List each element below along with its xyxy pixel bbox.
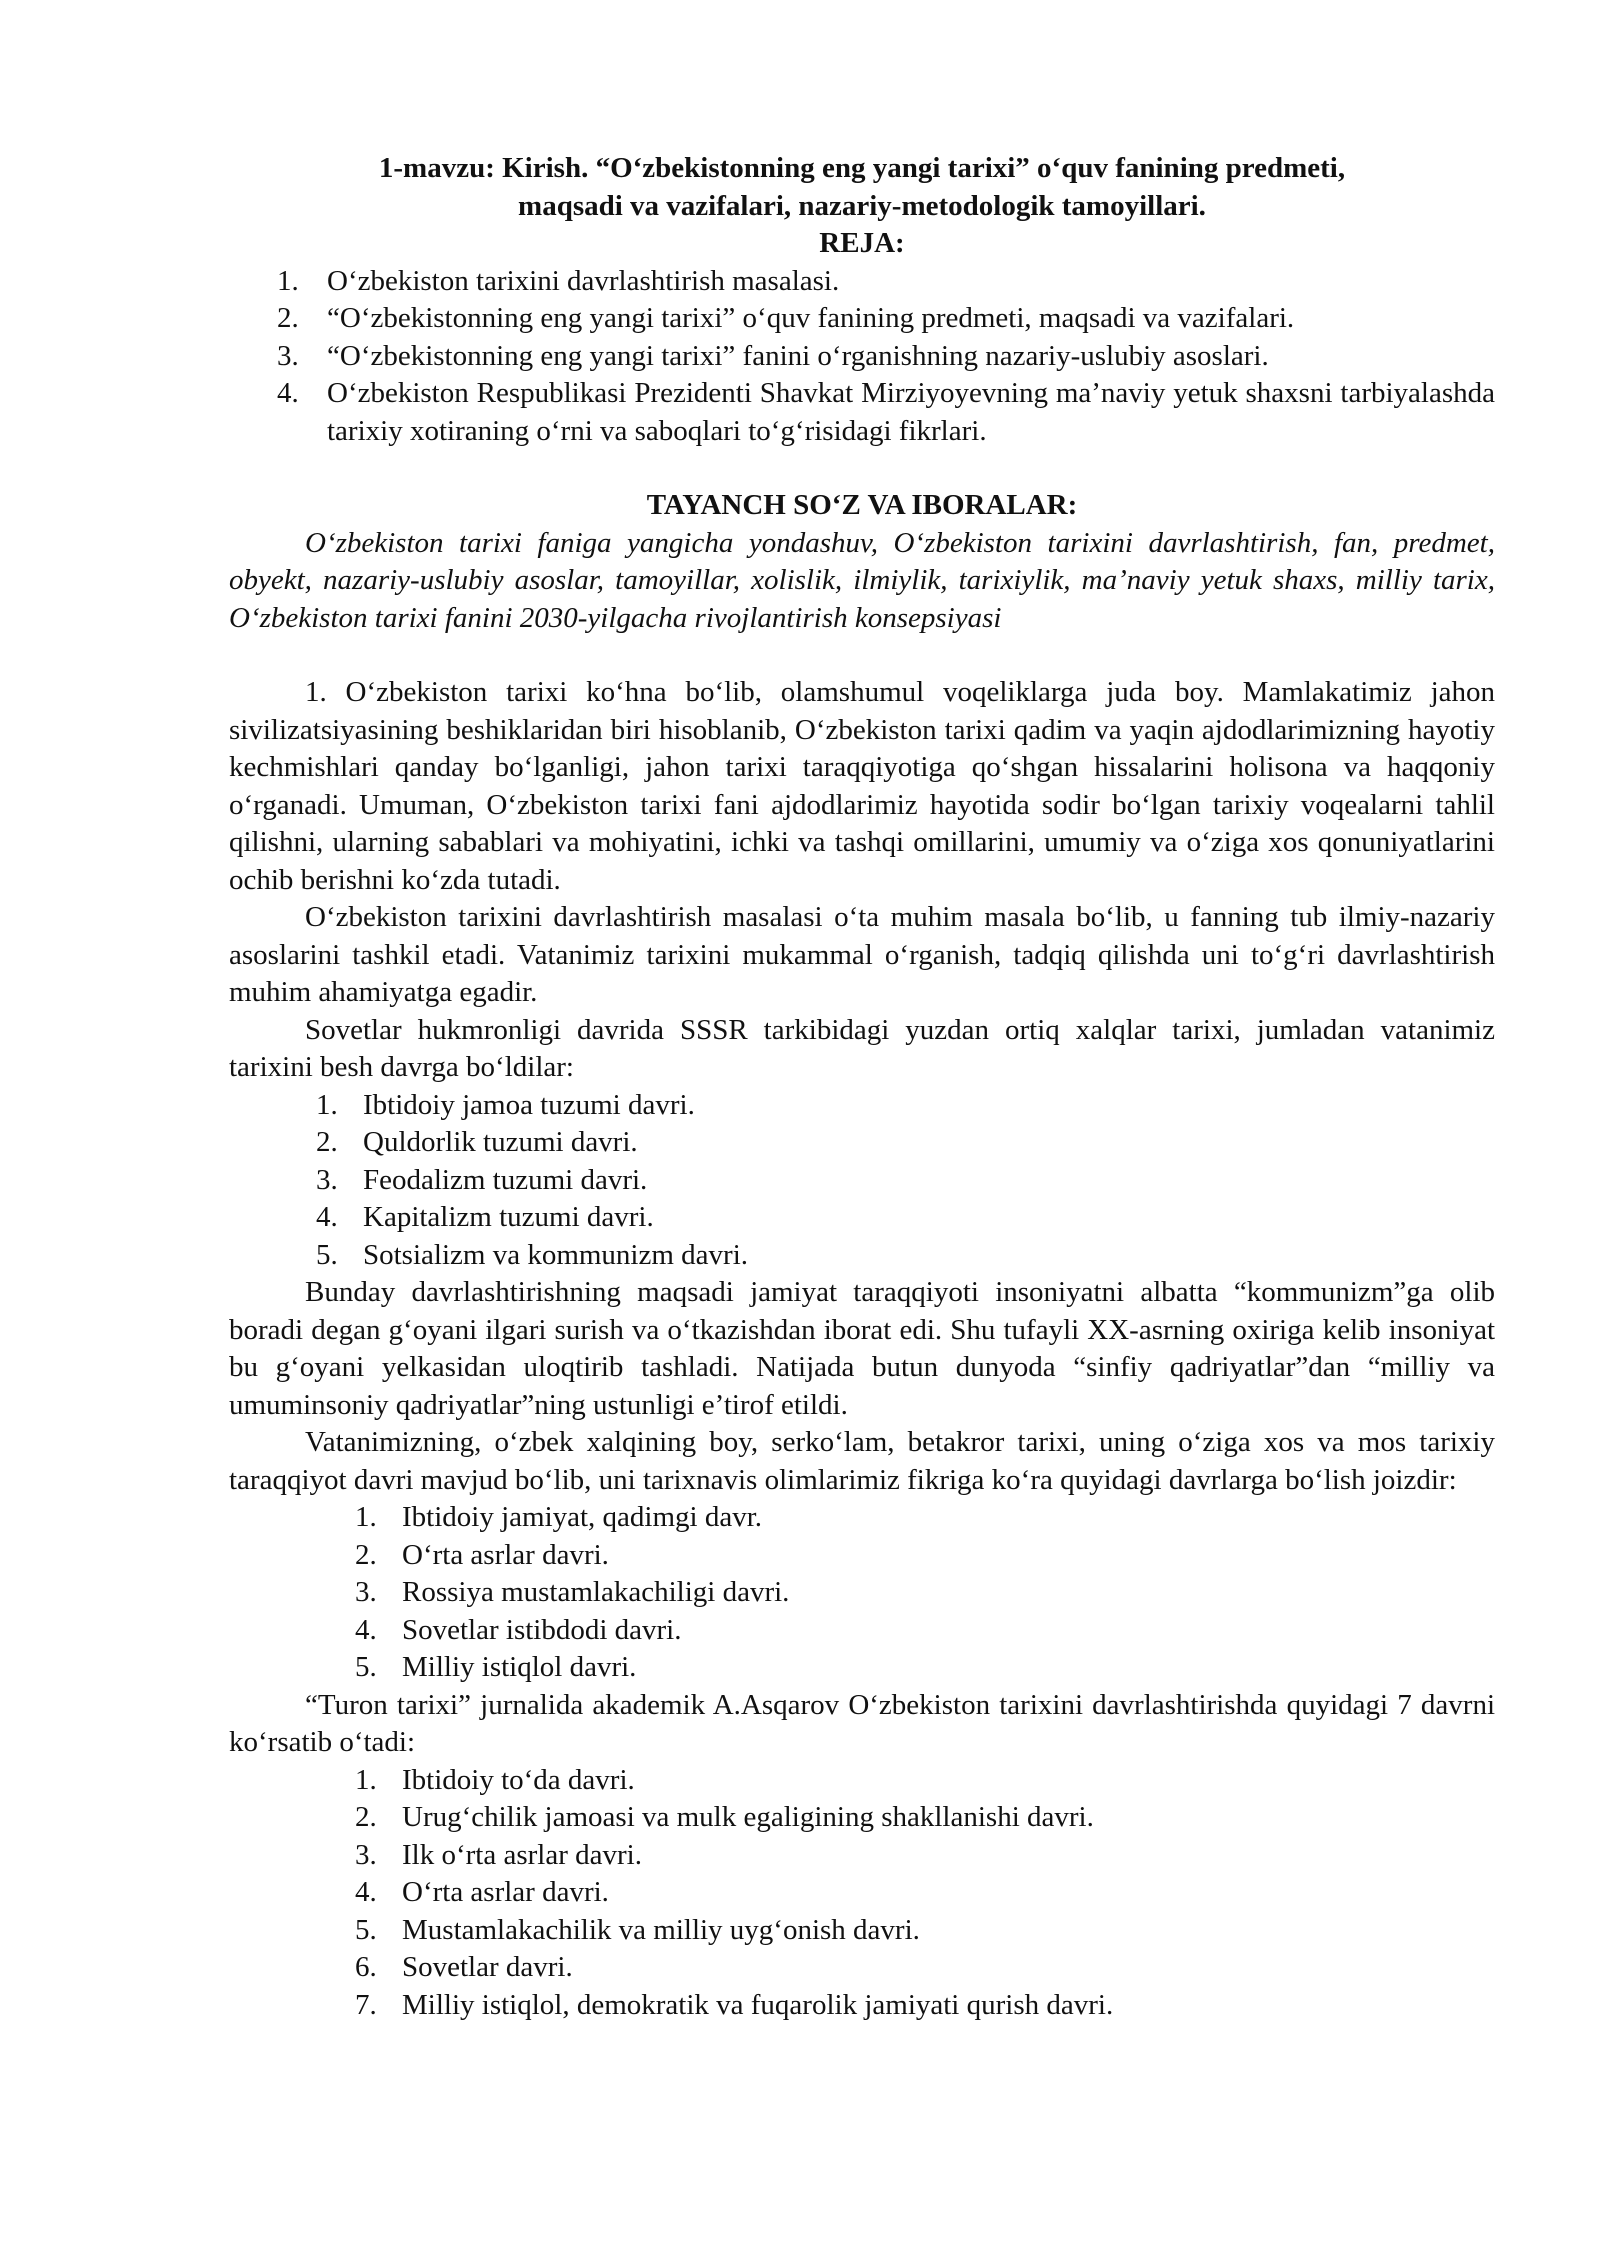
paragraph-1: 1. O‘zbekiston tarixi ko‘hna bo‘lib, olamshumul voqeliklarga juda boy. Mamlakatimiz jahon sivilizatsiyasining beshiklaridan biri hisoblanib, O‘zbekiston tarixi qadim va yaqin ajdodlarimizning hayotiy kechmishlari qanday bo‘lganligi, jahon tarixi taraqqiyotiga qo‘shgan hissalarini holisona va haqqoniy o‘rganadi. Umuman, O‘zbekiston tarixi fani ajdodlarimiz hayotida sodir bo‘lgan tarixiy voqealarni tahlil qilishni, ularning sabablari va mohiyatini, ichki va tashqi omillarini, umumiy va o‘ziga xos qonuniyatlarini ochib berishni ko‘zda tutadi. [229,676,1495,896]
list-item-text: Milliy istiqlol davri. [402,1651,637,1683]
asqarov-periods-list [229,1762,1495,2025]
list-item-text: Sovetlar davri. [402,1951,573,1983]
list-item-number: 5. [355,1651,377,1683]
list-item-text: Mustamlakachilik va milliy uyg‘onish davri. [402,1913,920,1946]
list-item-number: 4. [355,1613,377,1646]
document-title [229,150,1495,263]
title-line-1: 1-mavzu: Kirish. “O‘zbekistonning eng yangi tarixi” o‘quv fanining predmeti, [378,152,1346,184]
plan-item-text: “O‘zbekistonning eng yangi tarixi” o‘quv fanining predmeti, maqsadi va vazifalari. [327,302,1295,334]
list-item-text: Ibtidoiy jamoa tuzumi davri. [363,1088,695,1121]
soviet-periods-list [229,1087,1495,1275]
plan-item-text: O‘zbekiston Respublikasi Prezidenti Shavkat Mirziyoyevning ma’naviy yetuk shaxsni tarbiyalashda tarixiy xotiraning o‘rni va saboqlari to‘g‘risidagi fikrlari. [327,377,1495,447]
list-item-text: Ibtidoiy jamiyat, qadimgi davr. [402,1501,763,1533]
plan-item [229,338,1495,376]
historians-periods-list [229,1499,1495,1687]
plan-item-number: 2. [277,302,299,334]
plan-item-text: “O‘zbekistonning eng yangi tarixi” fanini o‘rganishning nazariy-uslubiy asoslari. [327,339,1269,372]
list-item [229,1537,1495,1575]
list-item [229,1949,1495,1987]
list-item [229,1499,1495,1537]
list-item-text: O‘rta asrlar davri. [402,1538,609,1571]
plan-item [229,375,1495,450]
list-item [229,1612,1495,1650]
list-item-text: Sotsializm va kommunizm davri. [363,1238,749,1271]
list-item-text: Feodalizm tuzumi davri. [363,1163,648,1196]
list-item [229,1874,1495,1912]
plan-item-number: 1. [277,264,299,297]
list-item [229,1574,1495,1612]
keywords-heading: TAYANCH SO‘Z VA IBORALAR: [646,489,1078,521]
list-item-number: 1. [355,1501,377,1533]
list-item [229,1087,1495,1125]
list-item [229,1649,1495,1687]
list-item-number: 1. [316,1088,338,1121]
plan-item-number: 4. [277,377,299,409]
list-item-text: O‘rta asrlar davri. [402,1876,609,1908]
list-item [229,1987,1495,2025]
list-item-number: 7. [355,1988,377,2021]
list-item-number: 3. [316,1163,338,1196]
list-item-number: 2. [355,1801,377,1833]
list-item [229,1799,1495,1837]
paragraph-4: Bunday davrlashtirishning maqsadi jamiyat taraqqiyoti insoniyatni albatta “kommunizm”ga olib boradi degan g‘oyani ilgari surish va o‘tkazishdan iborat edi. Shu tufayli XX-asrning oxiriga kelib insoniyat bu g‘oyani yelkasidan uloqtirib tashladi. Natijada butun dunyoda “sinfiy qadriyatlar”dan “milliy va umuminsoniy qadriyatlar”ning ustunligi e’tirof etildi. [229,1276,1495,1421]
list-item [229,1837,1495,1875]
list-item-number: 2. [355,1538,377,1571]
plan-heading: REJA: [819,227,905,259]
paragraph-5: Vatanimizning, o‘zbek xalqining boy, serko‘lam, betakror tarixi, uning o‘ziga xos va mos tarixiy taraqqiyot davri mavjud bo‘lib, uni tarixnavis olimlarimiz fikriga ko‘ra quyidagi davrlarga bo‘lish joizdir: [229,1426,1495,1496]
list-item [229,1162,1495,1200]
list-item [229,1199,1495,1237]
paragraph-6: “Turon tarixi” jurnalida akademik A.Asqarov O‘zbekiston tarixini davrlashtirishda quyidagi 7 davrni ko‘rsatib o‘tadi: [229,1688,1495,1758]
title-line-2: maqsadi va vazifalari, nazariy-metodologik tamoyillari. [518,189,1206,222]
plan-item [229,263,1495,301]
list-item-text: Sovetlar istibdodi davri. [402,1613,682,1646]
list-item-number: 3. [355,1576,377,1608]
list-item-text: Quldorlik tuzumi davri. [363,1126,638,1158]
list-item-text: Milliy istiqlol, demokratik va fuqarolik jamiyati qurish davri. [402,1988,1114,2021]
list-item [229,1912,1495,1950]
paragraph-2: O‘zbekiston tarixini davrlashtirish masalasi o‘ta muhim masala bo‘lib, u fanning tub ilmiy-nazariy asoslarini tashkil etadi. Vatanimiz tarixini mukammal o‘rganish, tadqiq qilishda uni to‘g‘ri davrlashtirish muhim ahamiyatga egadir. [229,901,1495,1008]
paragraph-3: Sovetlar hukmronligi davrida SSSR tarkibidagi yuzdan ortiq xalqlar tarixi, jumladan vatanimiz tarixini besh davrga bo‘ldilar: [229,1013,1495,1083]
plan-item [229,300,1495,338]
plan-item-text: O‘zbekiston tarixini davrlashtirish masalasi. [327,264,840,297]
list-item [229,1237,1495,1275]
list-item-number: 4. [316,1201,338,1233]
plan-list [229,263,1495,451]
document-page [229,150,1495,2024]
list-item-text: Ibtidoiy to‘da davri. [402,1763,635,1796]
spacer [229,637,1495,674]
list-item-number: 5. [355,1913,377,1946]
list-item-number: 6. [355,1951,377,1983]
list-item-number: 5. [316,1238,338,1271]
list-item [229,1762,1495,1800]
list-item-number: 3. [355,1838,377,1871]
list-item-text: Ilk o‘rta asrlar davri. [402,1838,642,1871]
list-item-number: 4. [355,1876,377,1908]
list-item-number: 2. [316,1126,338,1158]
keywords-text: O‘zbekiston tarixi faniga yangicha yondashuv, O‘zbekiston tarixini davrlashtirish, fan, predmet, obyekt, nazariy-uslubiy asoslar, tamoyillar, xolislik, ilmiylik, tarixiylik, ma’naviy yetuk shaxs, milliy tarix, O‘zbekiston tarixi fanini 2030-yilgacha rivojlantirish konsepsiyasi [229,526,1495,634]
list-item-text: Rossiya mustamlakachiligi davri. [402,1576,790,1608]
list-item-text: Kapitalizm tuzumi davri. [363,1201,654,1233]
list-item-number: 1. [355,1763,377,1796]
list-item-text: Urug‘chilik jamoasi va mulk egaligining shakllanishi davri. [402,1801,1094,1833]
plan-item-number: 3. [277,339,299,372]
list-item [229,1124,1495,1162]
